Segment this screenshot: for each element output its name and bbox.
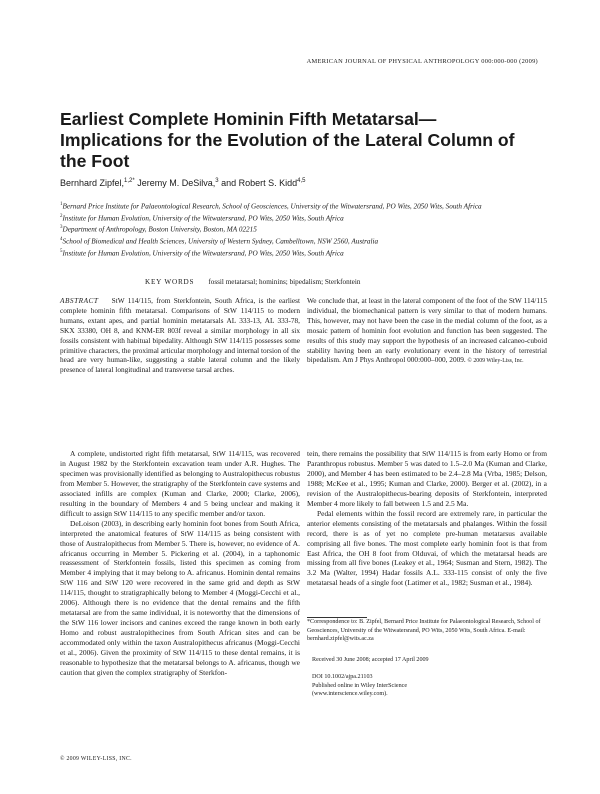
body-left-column <box>60 449 300 678</box>
abstract-text: StW 114/115, from Sterkfontein, South Africa, is the earliest complete hominin fifth metatarsal. Comparisons of StW 114/115 to modern humans, extant apes, and partial hominin metatarsals AL 333-13, AL 333-78, SKX 33380, OH 8, and KNM-ER 803f reveal a similar morphology in all six fossils consistent with habitual bipedality. Although StW 114/115 possesses some primitive characters, the proximal articular morphology and internal torsion of the head are very human-like, suggesting a stable lateral column and the likely presence of lateral longitudinal and transverse tarsal arches. <box>60 296 300 375</box>
keywords-label: KEY WORDS <box>145 278 195 286</box>
received-dates: Received 30 June 2008; accepted 17 April 2009 <box>312 657 429 663</box>
body-paragraph: A complete, undistorted right fifth metatarsal, StW 114/115, was recovered in August 1982 by the Sterkfontein excavation team under A.R. Hughes. The specimen was provisionally identified as belonging to Australopithecus robustus from Member 5. However, the stratigraphy of the Sterkfontein cave systems and associated infills are complex (Kuman and Clarke, 2000; Clarke, 2006), resulting in the boundary of Members 4 and 5 being unclear and making it difficult to assign StW 114/115 to any specific member and/or taxon. <box>60 449 300 518</box>
affiliation-text: Department of Anthropology, Boston University, Boston, MA 02215 <box>62 225 257 234</box>
affiliation-text: Institute for Human Evolution, University of the Witwatersrand, PO Wits, 2050 Wits, South Africa <box>62 249 344 258</box>
affiliation-text: Bernard Price Institute for Palaeontological Research, School of Geosciences, University of the Witwatersrand, PO Wits, 2050 Wits, South Africa <box>62 202 482 211</box>
journal-header: AMERICAN JOURNAL OF PHYSICAL ANTHROPOLOGY 000:000-000 (2009) <box>306 58 538 65</box>
affiliation-line <box>60 247 550 259</box>
author-affiliation-marker: 1,2* <box>124 178 135 184</box>
abstract-copyright: © 2009 Wiley-Liss, Inc. <box>467 358 524 365</box>
author-name: Bernhard Zipfel, <box>60 178 125 188</box>
keywords-text: fossil metatarsal; hominins; bipedalism; Sterkfontein <box>208 278 361 286</box>
body-paragraph: DeLoison (2003), in describing early hominin foot bones from South Africa, interpreted the anatomical features of StW 114/115 as being consistent with those of Australopithecus from Member 5. There is, however, no evidence of A. africanus occurring in Member 5. Pickering et al. (2004), in a taphonomic reassessment of Sterkfontein fossils, listed this specimen as coming from Member 4 implying that it may belong to A. africanus. Hominin dental remains StW 116 and StW 120 were recovered in the same grid and depth as StW 114/115, thought to stratigraphically belong to Member 4 (Moggi-Cecchi et al., 2006). Although there is no evidence that the dental remains and the fifth metatarsal are from the same individual, it is noteworthy that the dimensions of the StW 116 lower incisors and canines exceed the range known in both early Homo and robust australopithecines from South African sites and can be accommodated only within the taxon Australopithecus africanus (Moggi-Cecchi et al., 2006). Given the proximity of StW 114/115 to these dental remains, it is reasonable to hypothesize that the metatarsal belongs to A. africanus, though we caution that given the complex stratigraphy of Sterkfon- <box>60 518 300 677</box>
abstract-left-column <box>60 296 300 375</box>
body-paragraph: tein, there remains the possibility that StW 114/115 is from early Homo or from Paranthropus robustus. Member 5 was dated to 1.5–2.0 Ma (Kuman and Clarke, 2000), and Member 4 has been estimated to be 2.4–2.8 Ma (Vrba, 1985; Delson, 1988; McKee et al., 1995; Kuman and Clarke, 2000). Berger et al. (2002), in a revision of the Australopithecus-bearing deposits of Sterkfontein, interpreted Member 4 more likely to fall between 1.5 and 2.5 Ma. <box>307 449 547 508</box>
article-title: Earliest Complete Hominin Fifth Metatarsal—Implications for the Evolution of the Lateral Column of the Foot <box>60 109 515 171</box>
correspondence-footnote: *Correspondence to: B. Zipfel, Bernard Price Institute for Palaeontological Research, School of Geosciences, University of the Witwatersrand, PO Wits, 2050 Wits, South Africa. E-mail: bernhard.zipfel@wits.ac.za <box>307 619 541 643</box>
affiliation-line <box>60 200 550 212</box>
author-name: Jeremy M. DeSilva, <box>134 178 216 188</box>
author-list <box>60 178 306 188</box>
affiliation-text: School of Biomedical and Health Sciences, University of Western Sydney, Cambelltown, NSW 2560, Australia <box>62 237 379 246</box>
keywords <box>145 278 360 286</box>
affiliation-line <box>60 235 550 247</box>
author-affiliation-marker: 4,5 <box>297 178 306 184</box>
affiliation-text: Institute for Human Evolution, University of the Witwatersrand, PO Wits, 2050 Wits, South Africa <box>62 214 344 223</box>
body-right-column <box>307 449 547 588</box>
author-name: and Robert S. Kidd <box>218 178 298 188</box>
affiliation-number: 3 <box>60 225 63 231</box>
publication-info <box>312 673 407 699</box>
affiliation-number: 2 <box>60 213 63 219</box>
abstract-text: We conclude that, at least in the lateral component of the foot of the StW 114/115 individual, the biomechanical pattern is very similar to that of modern humans. This, however, may not have been the case in the medial column of the foot, as a mosaic pattern of hominin foot evolution and function has been suggested. The results of this study may support the hypothesis of an increased calcaneo-cuboid stability having been an early evolutionary event in the history of terrestrial bipedalism. Am J Phys Anthropol 000:000–000, 2009. <box>307 296 547 365</box>
affiliation-line <box>60 212 550 224</box>
affiliation-line <box>60 223 550 235</box>
body-paragraph: Pedal elements within the fossil record are extremely rare, in particular the anterior elements consisting of the metatarsals and phalanges. Within the fossil record, there is as of yet no complete pre-human metatarsus available comprising all five bones. The most complete early hominin foot is that from East Africa, the OH 8 foot from Olduvai, of which the metatarsal heads are missing from all five bones (Leakey et al., 1964; Susman and Stern, 1982). The 3.2 Ma (Walter, 1994) Hadar fossils A.L. 333-115 consist of only the five metatarsal heads of a single foot (Latimer et al., 1982; Susman et al., 1984). <box>307 508 547 588</box>
doi-text: DOI 10.1002/ajpa.21103 <box>312 674 373 680</box>
affiliation-number: 4 <box>60 237 63 243</box>
affiliations <box>60 200 550 258</box>
affiliation-number: 1 <box>60 202 63 207</box>
affiliation-number: 5 <box>60 248 63 254</box>
website-text: (www.interscience.wiley.com). <box>312 691 388 697</box>
author-affiliation-marker: 3 <box>215 178 219 184</box>
abstract-right-column <box>307 296 547 367</box>
abstract-label: ABSTRACT <box>60 296 99 305</box>
copyright-footer: © 2009 WILEY-LISS, INC. <box>60 756 132 762</box>
published-online-text: Published online in Wiley InterScience <box>312 682 408 689</box>
